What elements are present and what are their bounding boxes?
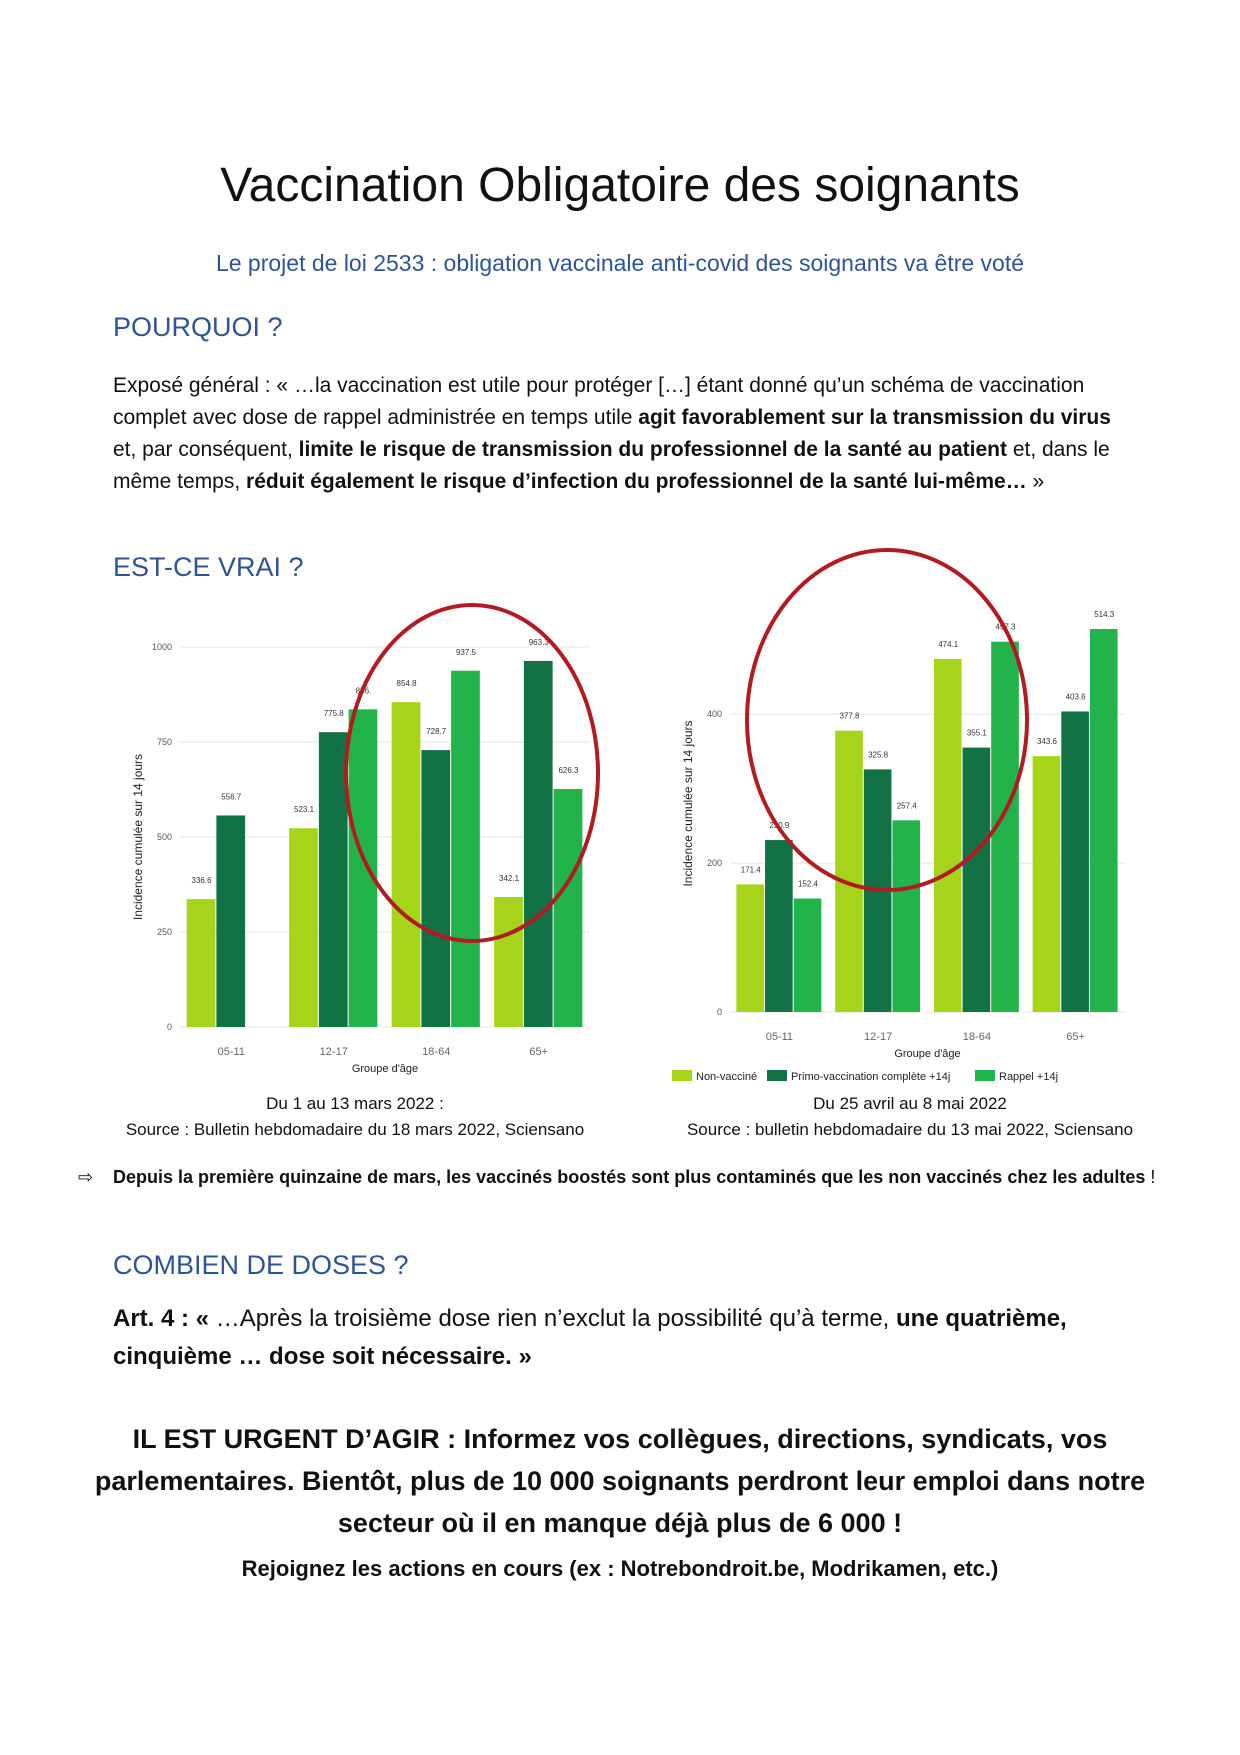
expose-text-2: et, par conséquent, xyxy=(113,438,299,461)
bar-value-label: 836. xyxy=(355,686,372,696)
bar xyxy=(524,661,553,1027)
bar-value-label: 171.4 xyxy=(740,865,761,875)
bar-value-label: 963.3 xyxy=(528,637,549,647)
bar-value-label: 355.1 xyxy=(966,728,987,738)
y-tick-label: 250 xyxy=(156,927,172,937)
article-text: …Après la troisième dose rien n’exclut la possibilité qu’à terme, xyxy=(209,1305,897,1332)
expose-bold-3: réduit également le risque d’infection du professionnel de la santé lui-même… xyxy=(246,470,1027,493)
conclusion-suffix: ! xyxy=(1145,1167,1156,1187)
bar xyxy=(1033,756,1061,1012)
y-tick-label: 400 xyxy=(706,709,722,720)
y-tick-label: 0 xyxy=(166,1022,172,1032)
caption-right-period: Du 25 avril au 8 mai 2022 xyxy=(813,1094,1007,1113)
expose-bold-2: limite le risque de transmission du professionnel de la santé au patient xyxy=(298,438,1007,461)
caption-right-source: Source : bulletin hebdomadaire du 13 mai 2022, Sciensano xyxy=(686,1120,1134,1139)
caption-left xyxy=(90,1091,620,1143)
bar xyxy=(934,659,962,1012)
x-tick-label: 18-64 xyxy=(962,1031,991,1043)
bar xyxy=(319,732,348,1027)
bar xyxy=(421,750,450,1027)
bar-value-label: 152.4 xyxy=(797,879,819,889)
article-4 xyxy=(113,1300,1123,1376)
bar-value-label: 523.1 xyxy=(294,805,315,815)
heading-est-ce-vrai: EST-CE VRAI ? xyxy=(113,552,304,582)
bar-value-label: 937.5 xyxy=(455,647,476,657)
arrow-right-icon: ⇨ xyxy=(78,1167,94,1187)
y-tick-label: 750 xyxy=(156,737,172,747)
bar-value-label: 342.1 xyxy=(499,874,520,884)
bar xyxy=(349,709,378,1027)
x-tick-label: 65+ xyxy=(1066,1031,1085,1043)
x-tick-label: 05-11 xyxy=(217,1046,245,1058)
bar xyxy=(963,748,991,1012)
x-tick-label: 12-17 xyxy=(319,1046,348,1058)
bar xyxy=(187,899,216,1027)
bar-value-label: 325.8 xyxy=(868,750,889,760)
bar-value-label: 230.9 xyxy=(769,821,790,831)
x-tick-label: 05-11 xyxy=(765,1031,794,1043)
bar-value-label: 497.3 xyxy=(995,622,1016,632)
conclusion-text xyxy=(113,1163,1163,1191)
bar xyxy=(494,897,523,1027)
expose-text-4: » xyxy=(1026,470,1045,493)
legend-swatch xyxy=(767,1070,787,1081)
caption-left-period: Du 1 au 13 mars 2022 : xyxy=(266,1094,444,1113)
page-title: Vaccination Obligatoire des soignants xyxy=(220,159,1020,212)
bar xyxy=(835,731,863,1012)
y-tick-label: 0 xyxy=(716,1007,722,1017)
legend-swatch xyxy=(975,1070,995,1081)
bar xyxy=(794,899,822,1012)
bar-value-label: 626.3 xyxy=(558,766,579,776)
bar-value-label: 343.6 xyxy=(1036,737,1058,747)
legend-label: Primo-vaccination complète +14j xyxy=(791,1071,951,1083)
expose-text-3: et, dans le même temps, xyxy=(113,438,1110,493)
bar-value-label: 728.7 xyxy=(426,727,447,737)
legend-label: Non-vacciné xyxy=(696,1071,758,1083)
legend-swatch xyxy=(672,1070,692,1081)
caption-left-source: Source : Bulletin hebdomadaire du 18 mars 2022, Sciensano xyxy=(125,1120,585,1139)
y-tick-label: 1000 xyxy=(151,642,172,652)
expose-text-1: Exposé général : « …la vaccination est utile pour protéger […] étant donné qu’un schéma de vaccination complet avec dose de rappel administrée en temps utile xyxy=(113,374,1085,429)
bar-value-label: 775.8 xyxy=(323,709,344,719)
bar xyxy=(1090,629,1118,1012)
bar xyxy=(451,671,480,1027)
y-tick-label: 200 xyxy=(706,858,722,869)
bar xyxy=(736,884,764,1012)
bar-value-label: 474.1 xyxy=(938,639,959,649)
article-bold: une quatrième, cinquième … dose soit nécessaire. » xyxy=(113,1305,1067,1370)
bar xyxy=(289,828,318,1027)
expose-bold-1: agit favorablement sur la transmission du virus xyxy=(638,406,1111,429)
bar xyxy=(1061,711,1089,1012)
bar-value-label: 377.8 xyxy=(839,711,860,721)
bar-value-label: 257.4 xyxy=(896,801,917,811)
join-actions: Rejoignez les actions en cours (ex : Notrebondroit.be, Modrikamen, etc.) xyxy=(241,1556,999,1581)
bar xyxy=(892,820,920,1012)
conclusion-bold: Depuis la première quinzaine de mars, les vaccinés boostés sont plus contaminés que les non vaccinés chez les adultes xyxy=(113,1167,1146,1187)
bar xyxy=(392,702,421,1027)
x-tick-label: 18-64 xyxy=(422,1046,451,1058)
urgent-call: IL EST URGENT D’AGIR : Informez vos collègues, directions, syndicats, vos parlementaires. Bientôt, plus de 10 000 soignants perdront leur emploi dans notre secteur où il en manque déjà plus de 6 000 ! xyxy=(94,1424,1146,1538)
x-tick-label: 12-17 xyxy=(864,1031,893,1043)
caption-right xyxy=(640,1091,1180,1143)
bar-value-label: 403.6 xyxy=(1065,692,1086,702)
bar-value-label: 336.6 xyxy=(191,876,212,886)
heading-combien: COMBIEN DE DOSES ? xyxy=(113,1250,409,1280)
bar xyxy=(216,815,245,1027)
x-axis-label: Groupe d'âge xyxy=(351,1063,419,1075)
page-subtitle: Le projet de loi 2533 : obligation vaccinale anti-covid des soignants va être voté xyxy=(215,250,1025,276)
legend-label: Rappel +14j xyxy=(999,1071,1059,1083)
y-axis-label: Incidence cumulée sur 14 jours xyxy=(131,753,145,921)
bar-value-label: 514.3 xyxy=(1094,610,1115,620)
y-axis-label: Incidence cumulée sur 14 jours xyxy=(681,720,695,887)
bar xyxy=(765,840,793,1012)
x-axis-label: Groupe d'âge xyxy=(894,1048,961,1060)
heading-pourquoi: POURQUOI ? xyxy=(113,312,283,342)
bar-value-label: 854.8 xyxy=(396,679,417,689)
chart-avril-mai-2022 xyxy=(665,525,1135,1085)
bar-value-label: 556.7 xyxy=(221,792,242,802)
expose-paragraph xyxy=(113,370,1123,498)
x-tick-label: 65+ xyxy=(529,1046,549,1058)
y-tick-label: 500 xyxy=(156,832,172,842)
bar xyxy=(554,789,583,1027)
chart-mars-2022 xyxy=(130,575,600,1085)
article-lead: Art. 4 : « xyxy=(113,1305,210,1332)
